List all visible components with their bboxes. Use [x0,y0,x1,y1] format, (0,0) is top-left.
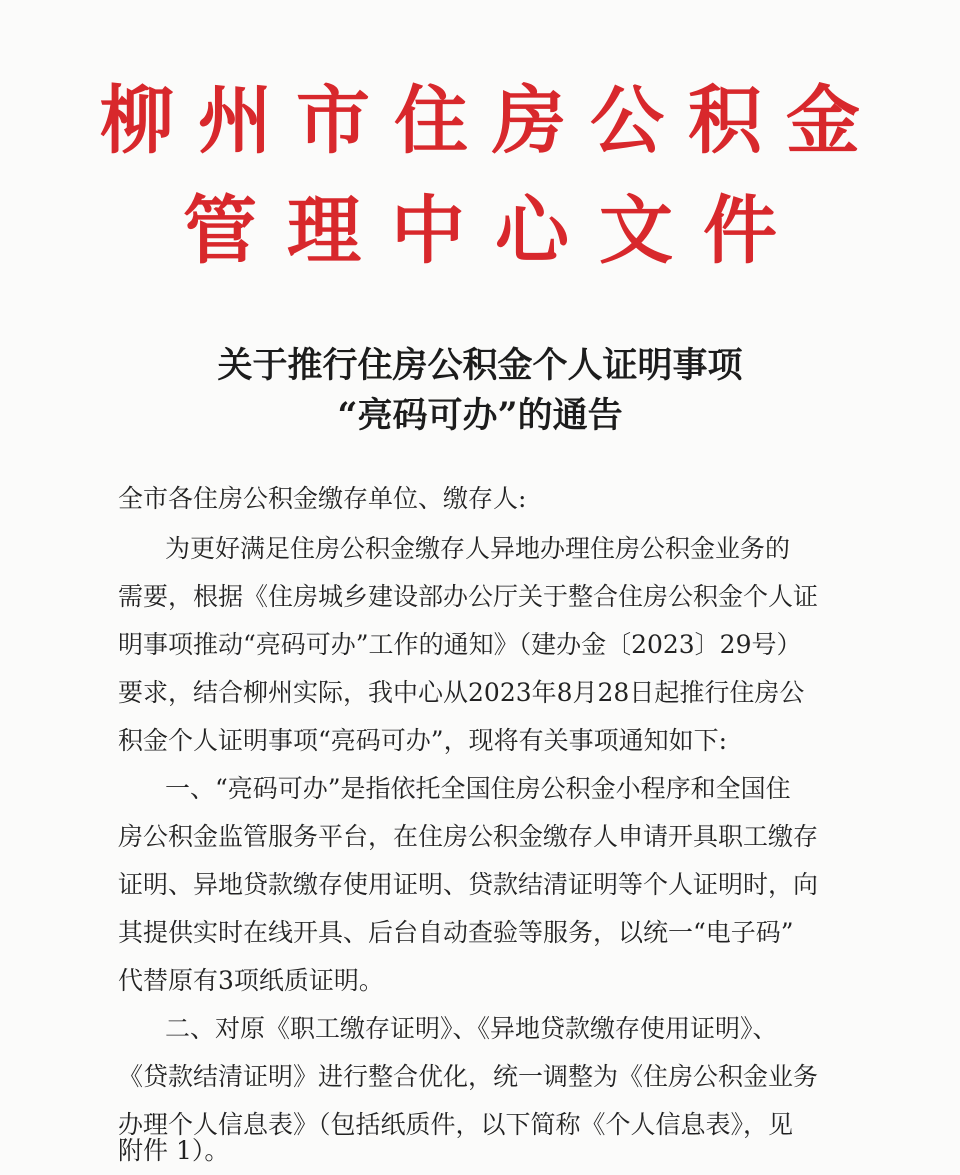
paragraph-line: 明事项推动“亮码可办”工作的通知》（建办金〔2023〕29号） [118,630,802,659]
issuing-office-line-2: 管理中心文件 [183,188,807,274]
issuing-office-line-1: 柳州市住房公积金 [100,78,884,164]
paragraph-line: 需要，根据《住房城乡建设部办公厅关于整合住房公积金个人证 [118,582,819,611]
paragraph-line: 要求，结合柳州实际，我中心从2023年8月28日起推行住房公 [118,678,805,707]
salutation: 全市各住房公积金缴存单位、缴存人: [118,484,527,513]
notice-title-line-1: 关于推行住房公积金个人证明事项 [217,345,743,386]
notice-title-line-2: “亮码可办”的通告 [337,395,623,436]
paragraph-line: 房公积金监管服务平台，在住房公积金缴存人申请开具职工缴存 [118,822,819,851]
paragraph-line: 附件 1）。 [118,1136,230,1165]
paragraph-line: 积金个人证明事项“亮码可办”，现将有关事项通知如下: [118,726,727,755]
paragraph-line: 代替原有3项纸质证明。 [118,966,384,995]
paragraph-line: 二、对原《职工缴存证明》、《异地贷款缴存使用证明》、 [165,1014,778,1043]
paragraph-line: 《贷款结清证明》进行整合优化，统一调整为《住房公积金业务 [118,1062,819,1091]
paragraph-line: 一、“亮码可办”是指依托全国住房公积金小程序和全国住 [165,774,791,803]
paragraph-line: 为更好满足住房公积金缴存人异地办理住房公积金业务的 [165,534,791,563]
paragraph-line: 证明、异地贷款缴存使用证明、贷款结清证明等个人证明时，向 [118,870,819,899]
paragraph-line: 办理个人信息表》（包括纸质件，以下简称《个人信息表》，见 [118,1110,794,1139]
paragraph-line: 其提供实时在线开具、后台自动查验等服务，以统一“电子码” [118,918,794,947]
